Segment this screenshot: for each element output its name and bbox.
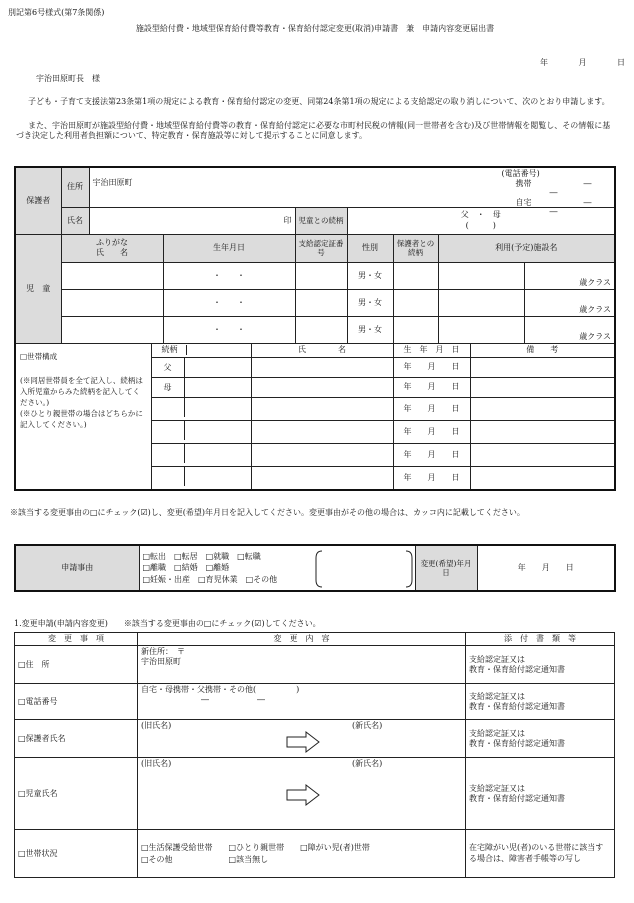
changes-item-header: 変 更 事 項 [15, 633, 138, 646]
hh-dob-field[interactable]: 年 月 日 [393, 377, 470, 397]
hh-name-field[interactable] [251, 357, 393, 377]
hh-name-header: 氏 名 [251, 343, 393, 357]
household-note-1: (※同居世帯員を全て記入し、続柄は入所児童からみた続柄を記入してください。) [20, 376, 143, 408]
child-name-field[interactable] [61, 316, 163, 343]
hh-dob-field[interactable]: 年 月 日 [393, 397, 470, 420]
addressee: 宇治田原町長 様 [36, 74, 100, 83]
change-date-field[interactable]: 年 月 日 [477, 545, 615, 591]
address-value: 宇治田原町 [92, 178, 133, 187]
other-reason-brackets[interactable] [314, 550, 414, 588]
hh-relation-field[interactable] [152, 421, 185, 440]
child-sex-field[interactable]: 男・女 [347, 262, 393, 289]
reason-options-line-3[interactable]: □妊娠・出産 □育児休業 □その他 [142, 574, 278, 584]
hh-name-field[interactable] [251, 466, 393, 490]
dob-header: 生年月日 [163, 234, 295, 262]
hh-dob-field[interactable]: 年 月 日 [393, 466, 470, 490]
child-label: 児 童 [15, 234, 61, 343]
child-sex-field[interactable]: 男・女 [347, 316, 393, 343]
changes-table [14, 632, 615, 878]
change-item-household-status[interactable]: □世帯状況 [15, 830, 138, 878]
child-name-header: ふりがな 氏 名 [61, 234, 163, 262]
status-options-line-2[interactable]: □その他 □該当無し [141, 854, 269, 864]
hh-remarks-field[interactable] [470, 377, 615, 397]
address-label: 住所 [61, 167, 89, 207]
new-address-field[interactable]: 新住所： 〒 宇治田原町 [138, 646, 466, 684]
date-line: 年 月 日 [540, 58, 625, 67]
hh-name-field[interactable] [251, 397, 393, 420]
child-name-docs: 支給認定証又は 教育・保育給付認定通知書 [466, 758, 615, 830]
relation-field[interactable]: 父 ・ 母 ( ) [347, 207, 615, 234]
child-sex-field[interactable]: 男・女 [347, 289, 393, 316]
household-status-docs: 在宅障がい児(者)のいる世帯に該当する場合は、障害者手帳等の写し [466, 830, 615, 878]
hh-name-field[interactable] [251, 443, 393, 466]
reason-options [139, 545, 415, 591]
phone-block: (電話番号) 携帯 ―― 自宅 ―― [502, 169, 615, 217]
facility-header: 利用(予定)施設名 [438, 234, 615, 262]
reason-options-line-1[interactable]: □転出 □転居 □就職 □転職 [142, 551, 261, 561]
form-title: 施設型給付費・地域型保育給付費等教育・保育給付認定変更(取消)申請書 兼 申請内容変更届出書 [135, 24, 495, 33]
child-facility-field[interactable] [438, 289, 524, 316]
child-cert-field[interactable] [295, 289, 347, 316]
child-dob-field[interactable]: ・ ・ [163, 262, 295, 289]
hh-name-field[interactable] [251, 420, 393, 443]
phone-label: (電話番号) [501, 169, 540, 178]
guardian-label: 保護者 [15, 167, 61, 234]
mobile-label: 携帯 [515, 178, 532, 188]
hh-dob-header: 生 年 月 日 [393, 343, 470, 357]
reason-options-line-2[interactable]: □離職 □結婚 □離婚 [142, 563, 230, 573]
child-row [15, 289, 615, 316]
child-class-field[interactable]: 歳クラス [524, 316, 615, 343]
form-number: 別記第6号様式(第7条関係) [8, 8, 105, 17]
child-name-change-field[interactable] [138, 758, 466, 830]
child-name-field[interactable] [61, 262, 163, 289]
applicant-table [14, 166, 616, 491]
household-status-options [138, 830, 466, 878]
name-label: 氏名 [61, 207, 89, 234]
hh-relation-field[interactable] [152, 444, 185, 463]
guardian-name-field[interactable] [89, 207, 295, 234]
reason-instruction: ※該当する変更事由の□にチェック(☑)し、変更(希望)年月日を記入してください。変更事由がその他の場合は、カッコ内に記載してください。 [10, 508, 525, 517]
changes-heading: 1.変更申請(申請内容変更) ※該当する変更事由の□にチェック(☑)してください。 [14, 619, 321, 628]
hh-remarks-field[interactable] [470, 420, 615, 443]
relation-label: 児童との続柄 [295, 207, 347, 234]
hh-remarks-field[interactable] [470, 397, 615, 420]
child-relation-field[interactable] [393, 289, 438, 316]
home-label: 自宅 [515, 197, 532, 207]
reason-label: 申請事由 [15, 545, 139, 591]
child-name-field[interactable] [61, 289, 163, 316]
hh-dob-field[interactable]: 年 月 日 [393, 443, 470, 466]
child-relation-field[interactable] [393, 316, 438, 343]
change-item-address[interactable]: □住 所 [15, 646, 138, 684]
child-class-field[interactable]: 歳クラス [524, 289, 615, 316]
new-phone-field[interactable]: 自宅・母携帯・父携帯・その他( ) ― ― [138, 684, 466, 720]
child-dob-field[interactable]: ・ ・ [163, 289, 295, 316]
change-item-phone[interactable]: □電話番号 [15, 684, 138, 720]
change-date-label: 変更(希望)年月日 [415, 545, 477, 591]
status-options-line-1[interactable]: □生活保護受給世帯 □ひとり親世帯 □障がい児(者)世帯 [141, 842, 370, 852]
household-notes [15, 343, 151, 490]
guardian-name-change-field[interactable] [138, 720, 466, 758]
hh-relation-field[interactable]: 母 [152, 378, 185, 397]
cert-number-header: 支給認定証番号 [295, 234, 347, 262]
reason-table [14, 544, 616, 592]
hh-relation-header: 続柄 [151, 343, 251, 357]
child-row [15, 316, 615, 343]
change-item-child-name[interactable]: □児童氏名 [15, 758, 138, 830]
household-checkbox[interactable]: □世帯構成 [20, 351, 58, 361]
child-facility-field[interactable] [438, 316, 524, 343]
hh-name-field[interactable] [251, 377, 393, 397]
child-row [15, 262, 615, 289]
hh-remarks-field[interactable] [470, 466, 615, 490]
changes-content-header: 変 更 内 容 [138, 633, 466, 646]
seal-mark: 印 [283, 215, 292, 225]
arrow-right-icon [286, 731, 320, 753]
old-name-label: (旧氏名) [141, 721, 172, 730]
hh-dob-field[interactable]: 年 月 日 [393, 357, 470, 377]
hh-remarks-header: 備 考 [470, 343, 615, 357]
intro-paragraph-1: 子ども・子育て支援法第23条第1項の規定による教育・保育給付認定の変更、同第24条第1項の規定による支給認定の取り消しについて、次のとおり申請します。 [28, 97, 610, 106]
hh-dob-field[interactable]: 年 月 日 [393, 420, 470, 443]
sex-header: 性別 [347, 234, 393, 262]
changes-docs-header: 添 付 書 類 等 [466, 633, 615, 646]
hh-remarks-field[interactable] [470, 443, 615, 466]
child-cert-field[interactable] [295, 316, 347, 343]
hh-remarks-field[interactable] [470, 357, 615, 377]
arrow-right-icon [286, 784, 320, 806]
intro-paragraph-2: また、宇治田原町が施設型給付費・地域型保育給付費等の教育・保育給付認定に必要な市町村民税の情報(同一世帯者を含む)及び世帯情報を閲覧し、その情報に基づき決定した利用者負担額について、特定教育・保育施設等に対して提示することに同意します。 [16, 121, 611, 140]
hh-relation-field[interactable] [152, 398, 185, 417]
old-name-label: (旧氏名) [141, 759, 172, 768]
child-cert-field[interactable] [295, 262, 347, 289]
guardian-name-docs: 支給認定証又は 教育・保育給付認定通知書 [466, 720, 615, 758]
hh-relation-field[interactable]: 父 [152, 358, 185, 377]
hh-relation-field[interactable] [152, 467, 185, 486]
relation-header: 保護者との続柄 [393, 234, 438, 262]
new-name-label: (新氏名) [352, 759, 383, 768]
change-item-guardian-name[interactable]: □保護者氏名 [15, 720, 138, 758]
child-relation-field[interactable] [393, 262, 438, 289]
phone-docs: 支給認定証又は 教育・保育給付認定通知書 [466, 684, 615, 720]
child-facility-field[interactable] [438, 262, 524, 289]
child-class-field[interactable]: 歳クラス [524, 262, 615, 289]
household-note-2: (※ひとり親世帯の場合はどちらかに記入してください。) [20, 409, 143, 429]
address-cell[interactable] [89, 167, 615, 217]
new-name-label: (新氏名) [352, 721, 383, 730]
child-dob-field[interactable]: ・ ・ [163, 316, 295, 343]
address-docs: 支給認定証又は 教育・保育給付認定通知書 [466, 646, 615, 684]
